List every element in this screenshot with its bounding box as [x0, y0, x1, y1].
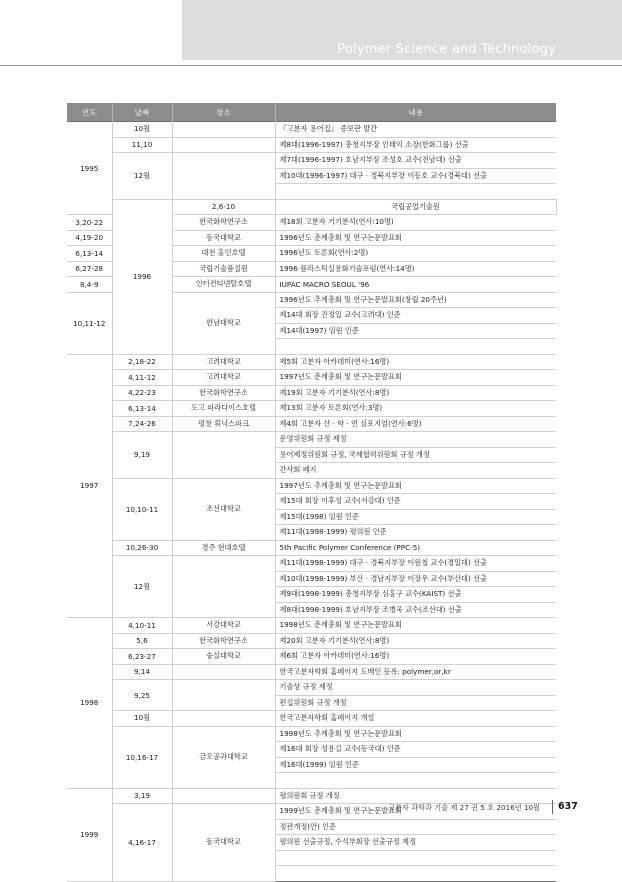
place-cell: 인터컨티넨탈호텔: [172, 277, 275, 293]
content-cell: [275, 339, 556, 355]
table-body: [67, 122, 556, 882]
place-cell: 동국대학교: [172, 230, 275, 246]
table-row: [67, 432, 556, 448]
place-cell: [172, 432, 275, 479]
content-cell: 용어제정위원회 규정, 국제협력위원회 규정 개정: [275, 447, 556, 463]
table-row: [67, 649, 556, 665]
date-cell: 8,4-9: [67, 277, 112, 293]
content-cell: 제14대 회장 진정일 교수(고려대) 인준: [275, 308, 556, 324]
content-cell: 1998년도 추계총회 및 연구논문발표회: [275, 726, 556, 742]
year-cell: 1998: [67, 618, 112, 789]
place-cell: 한남대학교: [172, 292, 275, 354]
place-cell: 고려대학교: [172, 354, 275, 370]
content-cell: 제10대(1996-1997) 대구 · 경북지부장 이동호 교수(경북대) 선출: [275, 168, 556, 184]
content-cell: 제6회 고분자 아카데미(연사:16명): [275, 649, 556, 665]
table-row: [67, 354, 556, 370]
place-cell: 한국화학연구소: [172, 215, 275, 231]
content-cell: 간사회 폐지: [275, 463, 556, 479]
content-cell: 제8대(1996-1997) 총청지부장 인태익 소장(한화그룹) 선출: [275, 137, 556, 153]
place-cell: [172, 153, 275, 200]
content-cell: 평의원 선출규정, 수석부회장 선출규정 제정: [275, 835, 556, 851]
place-cell: 국립기술품질원: [172, 261, 275, 277]
content-cell: 기술상 규정 제정: [275, 680, 556, 696]
content-cell: 1998년도 춘계총회 및 연구논문발표회: [275, 618, 556, 634]
place-cell: [172, 680, 275, 711]
place-cell: [172, 556, 275, 618]
content-cell: [275, 773, 556, 789]
page-number: 637: [558, 801, 578, 812]
date-cell: 12월: [112, 153, 172, 200]
table-row: [67, 137, 556, 153]
content-cell: 5th Pacific Polymer Conference (PPC-5): [275, 540, 556, 556]
date-cell: 4,19-20: [67, 230, 112, 246]
content-cell: 제20회 고분자 기기분석(연사:8명): [275, 633, 556, 649]
date-cell: 10,26-30: [112, 540, 172, 556]
content-cell: 한국고분자학회 홈페이지 개설: [275, 711, 556, 727]
table-row: [67, 726, 556, 742]
date-cell: 9,19: [112, 432, 172, 479]
header-content: 내용: [275, 103, 556, 122]
table-row: [67, 556, 556, 572]
content-cell: 제10대(1998-1999) 부산 · 경남지부장 이장우 교수(부산대) 선출: [275, 571, 556, 587]
table-row: [67, 122, 556, 138]
content-cell: 1999년도 춘계총회 및 연구논문발표회: [275, 804, 556, 820]
content-cell: 제14대(1997) 임원 인준: [275, 323, 556, 339]
date-cell: 10월: [112, 122, 172, 138]
date-cell: 4,11-12: [112, 370, 172, 386]
place-cell: 금오공과대학교: [172, 726, 275, 788]
header-date: 날짜: [112, 103, 172, 122]
place-cell: [172, 122, 275, 138]
place-cell: 경주 현대호텔: [172, 540, 275, 556]
year-cell: 1997: [67, 354, 112, 618]
date-cell: 12월: [112, 556, 172, 618]
place-cell: 국립공업기술원: [275, 199, 556, 215]
header-band: [0, 0, 622, 68]
date-cell: 10,11-12: [67, 292, 112, 354]
content-cell: 1996 플라스틱실용화기술포럼(연사:14명): [275, 261, 556, 277]
table-row: [67, 633, 556, 649]
content-cell: 제16대(1999) 임원 인준: [275, 757, 556, 773]
content-cell: 제13회 고분자 토론회(연사:3명): [275, 401, 556, 417]
date-cell: 6,13-14: [67, 246, 112, 262]
history-table: [67, 103, 556, 882]
content-cell: 평의원회 규정 개정: [275, 788, 556, 804]
date-cell: 6,13-14: [112, 401, 172, 417]
date-cell: 4,22-23: [112, 385, 172, 401]
table-header-row: [67, 103, 556, 122]
date-cell: 3,19: [112, 788, 172, 804]
header-place: 장소: [172, 103, 275, 122]
table-row: [67, 788, 556, 804]
place-cell: [172, 788, 275, 804]
date-cell: 3,20-22: [67, 215, 112, 231]
table-row: [67, 680, 556, 696]
content-cell: 한국고분자학회 홈페이지 도메인 등록: polymer,or,kr: [275, 664, 556, 680]
table-row: [67, 618, 556, 634]
date-cell: 9,25: [112, 680, 172, 711]
content-cell: 제5회 고분자 아카데미(연사:16명): [275, 354, 556, 370]
journal-title: Polymer Science and Technology: [337, 42, 556, 57]
content-cell: 제11대(1998-1999) 대구 · 경북지부장 이원철 교수(경일대) 선출: [275, 556, 556, 572]
place-cell: 조선대학교: [172, 478, 275, 540]
table-row: [67, 478, 556, 494]
place-cell: 평창 휘닉스파크: [172, 416, 275, 432]
content-cell: 제8대(1998-1999) 호남지부장 조병욱 교수(조선대) 선출: [275, 602, 556, 618]
date-cell: 6,23-27: [112, 649, 172, 665]
content-cell: 1996년도 추계총회 및 연구논문발표회(창립 20주년): [275, 292, 556, 308]
year-cell: 1996: [112, 199, 172, 354]
table-row: [67, 153, 556, 169]
date-cell: 2,6-10: [172, 199, 275, 215]
place-cell: 동국대학교: [172, 804, 275, 882]
footer-separator: [552, 800, 553, 814]
table-row: [67, 664, 556, 680]
content-cell: 편집위원회 규정 개정: [275, 695, 556, 711]
date-cell: 7,24-26: [112, 416, 172, 432]
content-cell: 제11대(1998-1999) 평의원 인준: [275, 525, 556, 541]
date-cell: 10월: [112, 711, 172, 727]
place-cell: 도고 파라다이스호텔: [172, 401, 275, 417]
place-cell: 대전 홍인호텔: [172, 246, 275, 262]
date-cell: 5,6: [112, 633, 172, 649]
content-cell: IUPAC MACRO SEOUL '96: [275, 277, 556, 293]
date-cell: 10,16-17: [112, 726, 172, 788]
content-cell: 운영위원회 규정 제정: [275, 432, 556, 448]
table-row: [67, 370, 556, 386]
content-cell: [275, 184, 556, 200]
content-cell: 1996년도 토론회(연사:2명): [275, 246, 556, 262]
content-cell: [275, 850, 556, 866]
content-cell: 제18회 고분자 기기분석(연사:10명): [275, 215, 556, 231]
date-cell: 6,27-28: [67, 261, 112, 277]
header-divider: [0, 65, 622, 66]
date-cell: 4,10-11: [112, 618, 172, 634]
content-cell: 제4회 고분자 산 · 학 · 연 심포지엄(연사:6명): [275, 416, 556, 432]
date-cell: 11,10: [112, 137, 172, 153]
year-cell: 1995: [67, 122, 112, 215]
content-cell: [275, 866, 556, 882]
content-cell: 1997년도 춘계총회 및 연구논문발표회: [275, 370, 556, 386]
place-cell: 고려대학교: [172, 370, 275, 386]
footer-citation: 고분자 과학과 기술 제 27 권 5 호 2016년 10월: [388, 803, 540, 812]
place-cell: [172, 137, 275, 153]
header-year: 연도: [67, 103, 112, 122]
content-cell: 제7대(1996-1997) 호남지부장 조성호 교수(전남대) 선출: [275, 153, 556, 169]
table-row: [67, 199, 556, 215]
content-cell: 정관개정(안) 인준: [275, 819, 556, 835]
place-cell: [172, 664, 275, 680]
place-cell: 숭실대학교: [172, 649, 275, 665]
place-cell: 한국화학연구소: [172, 633, 275, 649]
date-cell: 4,16-17: [112, 804, 172, 882]
content-cell: 1996년도 춘계총회 및 연구논문발표회: [275, 230, 556, 246]
table-row: [67, 416, 556, 432]
content-cell: 제16대 회장 성용길 교수(동국대) 인준: [275, 742, 556, 758]
date-cell: 2,18-22: [112, 354, 172, 370]
year-cell: 1999: [67, 788, 112, 881]
place-cell: 서강대학교: [172, 618, 275, 634]
place-cell: [172, 711, 275, 727]
date-cell: 9,14: [112, 664, 172, 680]
place-cell: 한국화학연구소: [172, 385, 275, 401]
content-cell: 제9대(1998-1999) 총청지부장 심홍구 교수(KAIST) 선출: [275, 587, 556, 603]
table-row: [67, 711, 556, 727]
table-row: [67, 540, 556, 556]
content-cell: 제19회 고분자 기기분석(연사:8명): [275, 385, 556, 401]
content-cell: 1997년도 추계총회 및 연구논문발표회: [275, 478, 556, 494]
date-cell: 10,10-11: [112, 478, 172, 540]
content-cell: 제15대 회장 이후성 교수(서강대) 인준: [275, 494, 556, 510]
content-cell: 제15대(1998) 임원 인준: [275, 509, 556, 525]
table-row: [67, 385, 556, 401]
content-cell: 『고분자 용어집』 증보판 발간: [275, 122, 556, 138]
table-row: [67, 401, 556, 417]
